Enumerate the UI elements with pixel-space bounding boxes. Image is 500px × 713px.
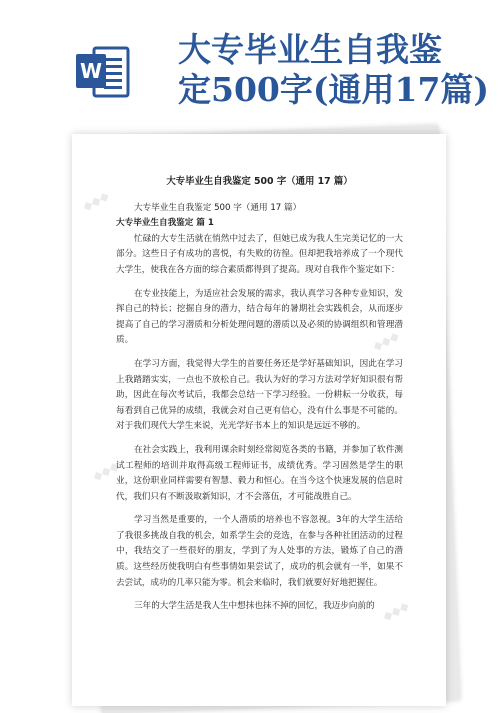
watermark: ◆◆◆ <box>380 598 412 624</box>
section-heading: 大专毕业生自我鉴定 篇 1 <box>116 218 214 229</box>
watermark: ◆◆◆ <box>90 458 122 484</box>
word-document-icon <box>74 42 130 102</box>
document-page <box>72 134 446 706</box>
page-title-line-1: 大专毕业生自我鉴 <box>178 30 442 69</box>
document-body <box>116 174 403 615</box>
watermark: ◆◆◆ <box>80 188 112 214</box>
word-icon-letter: W <box>79 59 103 83</box>
paragraph: 在专业技能上，为适应社会发展的需求，我认真学习各种专业知识，发挥自己的特长；挖掘自身的潜力，结合每年的暑期社会实践机会，从而逐步提高了自己的学习潜质和分析处理问题的潜质以及必须的协调组织和管理潜质。 <box>116 288 403 346</box>
document-title: 大专毕业生自我鉴定 500 字（通用 17 篇） <box>166 176 353 187</box>
watermark: ◆◆◆ <box>370 328 402 354</box>
page-title-line-2: 定500字(通用17篇) <box>178 70 490 109</box>
paragraph: 忙碌的大专生活就在悄然中过去了，但她已成为我人生完美记忆的一大部分。这些日子有成功的喜悦，有失败的彷徨。但却把我培养成了一个现代大学生，使我在各方面的综合素质都得到了提高。现对自我作个鉴定如下： <box>116 233 403 275</box>
paragraph: 在学习方面，我觉得大学生的首要任务还是学好基础知识，因此在学习上我踏踏实实，一点也不放松自己。我认为好的学习方法对学好知识很有帮助，因此在每次考试后，我都会总结一下学习经验。一份耕耘一分收获，每每看到自己优异的成绩，我就会对自己更有信心，没有什么事是不可能的。对于我们现代大学生来说，光光学好书本上的知识是远远不够的。 <box>116 358 403 432</box>
paragraph: 学习当然是重要的，一个人潜质的培养也不容忽视。3年的大学生活给了我很多挑战自我的机会，如系学生会的竞选，在参与各种社团活动的过程中，我结交了一些很好的朋友，学到了为人处事的方法，锻炼了自己的潜质。这些经历使我明白有些事情如果尝试了，成功的机会就有一半，如果不去尝试，成功的几率只能为零。机会来临时，我们就要好好地把握住。 <box>116 515 403 588</box>
paragraph: 在社会实践上，我利用课余时刻经常阅览各类的书籍，并参加了软件测试工程师的培训并取得高级工程师证书，成绩优秀。学习固然是学生的职业，这份职业同样需要有智慧、毅力和恒心。在当今这个快速发展的信息时代，我们只有不断汲取新知识，才不会落伍，才可能战胜自己。 <box>116 444 403 502</box>
document-subtitle: 大专毕业生自我鉴定 500 字（通用 17 篇） <box>134 202 302 213</box>
paragraph: 三年的大学生活是我人生中想抹也抹不掉的回忆，我迈步向前的 <box>134 601 375 612</box>
header-banner <box>0 0 500 125</box>
